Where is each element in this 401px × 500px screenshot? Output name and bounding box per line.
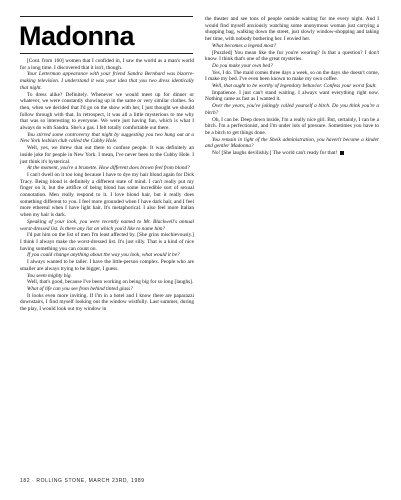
answer-paragraph [20, 293, 194, 313]
end-of-article-mark [340, 151, 344, 155]
question-paragraph [205, 103, 379, 116]
paragraph-text: Oh, I can be. Deep down inside, I'm a really nice girl. But, certainly, I can be a bitch. I'm a perfectionist, and I'm under lots of pressure. Sometimes you have to be a bitch to get things done. [205, 116, 379, 136]
question-paragraph [20, 132, 194, 145]
paragraph-text: You stirred some controversy that night by suggesting you two hung out at a New York lesbian club called the Cubby Hole. [20, 131, 194, 145]
paragraph-text: I can't dwell on it too long because I have to dye my hair blond again for Dick Tracy. Being blond is definitely a different state of mind. I can't really put my finger on it, but the artifice of being blond has some incredible sort of sexual connotation. Men really respond to it. I love blond hair, but it really does something different to you. I feel more grounded when I have dark hair, and I feel more ethereal when I have light hair. It's metaphorical. I also feel more Italian when my hair is dark. [20, 171, 194, 219]
paragraph-text: I'd put him on the list of men I'm least affected by. [She grins mischievously.] I think I always make the worst-dressed list. It's just silly. That is a kind of nice having something you can count on. [20, 232, 194, 252]
answer-paragraph [20, 92, 194, 132]
answer-paragraph [20, 172, 194, 219]
answer-paragraph [20, 279, 194, 286]
paragraph-text: [Puzzled] You mean like the fur you're wearing? Is that a question? I don't know. I think that's one of the great mysteries. [205, 49, 379, 63]
answer-paragraph [20, 145, 194, 165]
paragraph-text: [Cont. from 160] women that I confided in, I saw the world as a man's world for a long time. I discovered that it isn't, though. [20, 58, 194, 71]
paragraph-text: the theater and see tons of people outside waiting for me every night. And I would find myself anxiously watching some anonymous woman just carrying a shopping bag, walking down the street, just slowly window-shopping and taking her time, with nobody bothering her. I envied her. [205, 16, 379, 43]
page-footer: 182 · ROLLING STONE, MARCH 23RD, 1989 [20, 478, 145, 484]
paragraph-text: Well, that ought to be worthy of legendary behavior. Confess your worst fault. [212, 83, 377, 90]
paragraph-text: At the moment, you're a brunette. How different does brown feel from blond? [27, 165, 190, 172]
paragraph-text: Over the years, you've jokingly called yourself a bitch. Do you think you're a bitch? [205, 103, 379, 116]
paragraph-text: Well, that's good, because I've been working on being big for so long [laughs]. [27, 279, 194, 286]
title-rule-top [20, 16, 193, 17]
answer-paragraph [205, 16, 379, 43]
question-paragraph [205, 43, 379, 50]
paragraph-text: If you could change anything about the way you look, what would it be? [27, 252, 180, 259]
answer-paragraph [20, 259, 194, 272]
paragraph-text: Do you make your own bed? [212, 62, 273, 69]
question-paragraph [20, 219, 194, 232]
question-paragraph [20, 165, 194, 172]
paragraph-text: Yes, I do. The maid comes three days a week, so on the days she doesn't come, I make my bed. I've even been known to make my own coffee. [205, 69, 379, 83]
answer-paragraph [205, 50, 379, 63]
question-paragraph [205, 83, 379, 90]
paragraph-text: To dress alike? Definitely. Whenever we would meet up for dinner or whatever, we were constantly showing up in the same or very similar clothes. So then, when we decided that I'd go on the show with her, I just thought we should follow through with that. In retrospect, it was all a little mysterious to me why that was so interesting to everyone. We were just having fun, which is what I always do with Sandra. She's a gas. I felt totally comfortable out there. [20, 91, 194, 132]
answer-paragraph [20, 232, 194, 252]
paragraph-text: What of life can you see from behind tinted glass? [27, 285, 133, 292]
right-text-column [205, 16, 379, 157]
paragraph-text: Impatience. I just can't stand waiting. I always want everything right now. Nothing came as fast as I wanted it. [205, 89, 379, 103]
answer-paragraph [205, 150, 379, 157]
paragraph-text: You seem mighty big. [27, 272, 72, 279]
answer-paragraph [205, 90, 379, 103]
paragraph-text: Well, yes, we threw that out there to confuse people. It was definitely an inside joke for people in New York. I mean, I've never been to the Cubby Hole. I just think it's hysterical. [20, 145, 194, 165]
left-text-column [20, 58, 194, 313]
article-title: Madonna [19, 21, 134, 51]
answer-paragraph [205, 117, 379, 137]
question-paragraph [20, 71, 194, 91]
question-paragraph [20, 252, 194, 259]
paragraph-text: No! [She laughs devilishly.] The world can't ready for that! [212, 150, 338, 157]
paragraph-text: It looks even more inviting. If I'm in a hotel and I know there are paparazzi downstairs, I find myself looking out the window wistfully. Last summer, during the play, I would look out my window in [20, 292, 194, 313]
paragraph-text: You remain in light of the Sheik administration, you haven't become a kinder and gentler Madonna? [205, 136, 379, 150]
question-paragraph [205, 63, 379, 70]
answer-paragraph [205, 70, 379, 83]
paragraph-text: I always wanted to be taller. I have the little-person complex. People who are smaller are always trying to be bigger, I guess. [20, 259, 194, 272]
question-paragraph [20, 286, 194, 293]
answer-paragraph [20, 58, 194, 71]
paragraph-text: Your Letterman appearance with your friend Sandra Bernhard was bizarre-making television. I understand it was your idea that you two dress identically that night. [20, 71, 194, 91]
title-rule-bottom [20, 53, 193, 54]
question-paragraph [205, 137, 379, 150]
paragraph-text: Speaking of your look, you were recently named to Mr. Blackwell's annual worst-dressed list. Is there any list on which you'd like to name him? [20, 218, 194, 232]
paragraph-text: What becomes a legend most? [212, 42, 277, 49]
